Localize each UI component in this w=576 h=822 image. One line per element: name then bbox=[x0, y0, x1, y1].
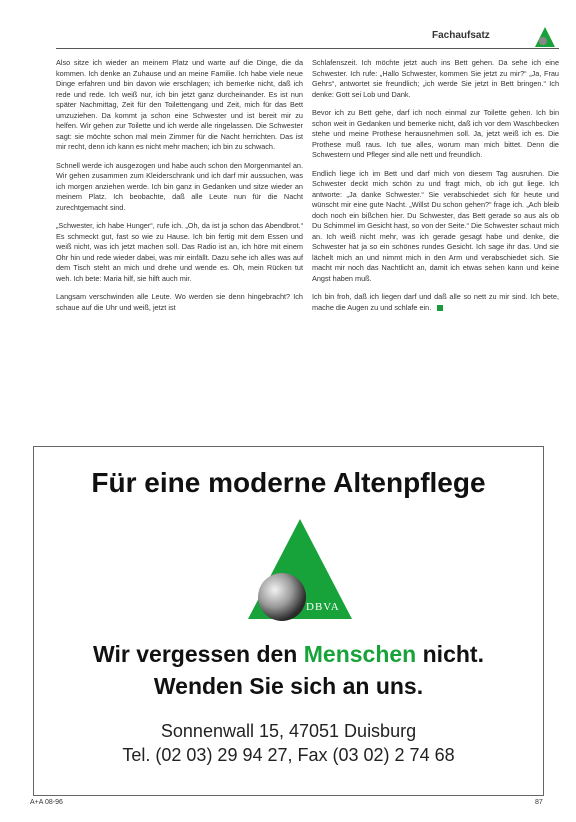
tagline-highlight: Menschen bbox=[303, 641, 417, 667]
ad-address: Sonnenwall 15, 47051 Duisburg bbox=[160, 721, 417, 741]
ad-tagline-2: Wenden Sie sich an uns. bbox=[153, 673, 424, 699]
paragraph: Endlich liege ich im Bett und darf mich von diesem Tag ausruhen. Die Schwester deckt mich schön zu und fragt mich, ob ich gut liege. Ich antworte: „Ja danke Schwester.“ Sie verabschiedet sich für heute und wünscht mir eine gute Nacht. „Willst Du schon gehen?“ frage ich. „Ach bleib doch noch ein bißchen hier. Du Schwester, das Bett gerade so aus als ob Du Schimmel im Gesicht hast, so von der Seite.“ Die Schwester schaut mich an. Ich weiß nicht mehr, was ich gerade gesagt habe und denke, die Schwester hat ja so ein schönes rundes Gesicht. Ich sage ihr das. Und sie lächelt mich an und nimmt mich in den Arm und verabschiedet sich. Sie macht mir noch das Nachtlicht an, damit ich etwas sehen kann und keine Angst haben muß. bbox=[312, 168, 559, 283]
article-column-right bbox=[312, 58, 559, 321]
paragraph: „Schwester, ich habe Hunger“, rufe ich. „Oh, da ist ja schon das Abendbrot.“ Es schmeckt gut, fast so wie zu Hause. Ich bin fertig mit dem Essen und weiß nicht, was ich jetzt machen soll. Das Radio ist an, ich höre mit einem Ohr hin und rede wieder dabei, was mir einfällt. Dazu sehe ich alles was auf dem Tisch steht an mich und drehe und wende es. Oh, mein Rücken tut weh. Ich bete: Maria hilf, sie hilft auch mir. bbox=[56, 221, 303, 283]
paragraph-final bbox=[312, 292, 559, 313]
article-column-left bbox=[56, 58, 303, 321]
paragraph: Bevor ich zu Bett gehe, darf ich noch einmal zur Toilette gehen. Ich bin schon weit in Gedanken und bemerke nicht, daß ich vor dem Waschbecken stehe und meine Prothese herausnehmen soll. Ja, jetzt weiß ich es. Die Prothese muß raus. Ich tue alles, worum man mich bittet. Denn die Schwestern und Pfleger sind alle nett und freundlich. bbox=[312, 108, 559, 159]
paragraph: Schlafenszeit. Ich möchte jetzt auch ins Bett gehen. Da sehe ich eine Schwester. Ich rufe: „Hallo Schwester, kommen Sie jetzt zu mir?“ „Ja, Frau Gehrs“, antwortet sie freundlich; „ich werde Sie jetzt in Bett bringen.“ Ich denke: Gott sei Lob und Dank. bbox=[312, 58, 559, 99]
dbva-logo bbox=[242, 519, 352, 627]
paragraph-text: Ich bin froh, daß ich liegen darf und daß alle so nett zu mir sind. Ich bete, mache die Augen zu und schlafe ein. bbox=[312, 292, 559, 312]
footer-issue: A+A 08-96 bbox=[30, 799, 63, 806]
section-header bbox=[432, 26, 558, 48]
tagline-text: Wir vergessen den bbox=[93, 641, 304, 667]
paragraph: Langsam verschwinden alle Leute. Wo werden sie denn hingebracht? Ich schaue auf die Uhr und weiß, jetzt ist bbox=[56, 292, 303, 312]
tagline-text: nicht. bbox=[416, 641, 484, 667]
page-number: 87 bbox=[535, 799, 543, 806]
logo-text: DBVA bbox=[306, 601, 340, 613]
paragraph: Schnell werde ich ausgezogen und habe auch schon den Morgenmantel an. Wir gehen zusammen zum Kleiderschrank und ich darf mir aussuchen, was ich morgen anziehen werde. Ich bin ganz in Gedanken und sitze wieder an meinem Platz. Ich beobachte, daß alle Leute nun für die Nacht zurechtgemacht sind. bbox=[56, 160, 303, 212]
advertisement bbox=[33, 446, 544, 796]
ad-tagline-1 bbox=[34, 641, 543, 668]
section-title: Fachaufsatz bbox=[432, 30, 490, 41]
end-mark-icon bbox=[437, 305, 443, 311]
ad-headline: Für eine moderne Altenpflege bbox=[91, 467, 486, 498]
paragraph: Also sitze ich wieder an meinem Platz und warte auf die Dinge, die da kommen. Ich denke an Zuhause und an meine Familie. Ich habe viele neue Dinge erfahren und bin davon wie erschlagen; ich bemerke nicht, daß ich rede und rede. Ich weiß nur, ich bin jetzt ganz durcheinander. Es ist nun später Nachmittag, Zeit für den Toilettengang und Zeit, mich für das Bett umzuziehen. Da kommt ja schon eine Schwester und ist bereit mir zu helfen. Wir gehen zur Toilette und ich werde alle ringelassen. Die Schwester sagt: sie möchte schon mal mein Zimmer für die Nacht herrichten. Das ist mir recht, denn ich kann es nicht mehr machen; ich bin zu schwach. bbox=[56, 58, 303, 151]
ad-phone: Tel. (02 03) 29 94 27, Fax (03 02) 2 74 68 bbox=[122, 745, 455, 765]
header-divider bbox=[56, 48, 559, 49]
